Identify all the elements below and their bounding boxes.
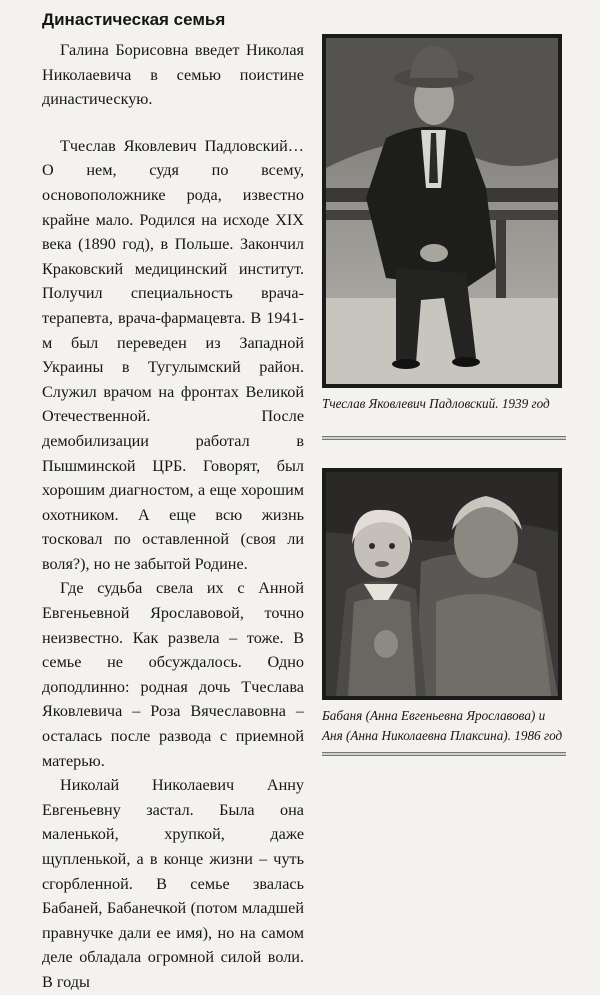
photo-man-on-bench [322, 34, 562, 388]
paragraph-babanya: Николай Николаевич Анну Евгеньевну застал. Была она маленькой, хрупкой, даже щупленькой, а в конце жизни – чуть сгорбленной. В семье звалась Бабаней, Бабанечкой (потом младшей правнучке дали ее имя), но на самом деле обладала огромной силой воли. В годы [42, 776, 304, 991]
paragraph-separation: Где судьба свела их с Анной Евгеньевной Ярославовой, точно неизвестно. Как развела – тоже. В семье не обсуждалось. Одно доподлинно: родная дочь Тчеслава Яковлевича – Роза Вячеславовна – осталась после развода с приемной матерью. [42, 579, 304, 770]
photo-man-on-bench-image [326, 38, 558, 384]
photo-caption-2: Бабаня (Анна Евгеньевна Ярославова) и Аня (Анна Николаевна Плаксина). 1986 год [322, 708, 563, 743]
photo-child-and-grandmother-image [326, 472, 558, 696]
article-text-column [42, 8, 304, 995]
paragraph-gap [42, 112, 304, 134]
section-heading: Династическая семья [42, 10, 226, 29]
photo-caption-1: Тчеслав Яковлевич Падловский. 1939 год [322, 396, 550, 411]
paragraph-intro: Галина Борисовна введет Николая Николаевича в семью поистине династическую. [42, 41, 304, 109]
divider-rule [322, 436, 566, 440]
paragraph-founder: Тчеслав Яковлевич Падловский… О нем, судя по всему, основоположнике рода, известно крайне мало. Родился на исходе XIX века (1890 год), в Польше. Закончил Краковский медицинский институт. Получил специальность врача-терапевта, врача-фармацевта. В 1941-м был переведен из Западной Украины в Тугулымский район. Служил врачом на фронтах Великой Отечественной. После демобилизации работал в Пышминской ЦРБ. Говорят, был хорошим диагностом, а еще хорошим охотником. А еще всю жизнь тосковал по оставленной (своя ли воля?), но не забытой Родине. [42, 136, 304, 573]
divider-rule [322, 752, 566, 756]
photo-child-and-grandmother [322, 468, 562, 700]
